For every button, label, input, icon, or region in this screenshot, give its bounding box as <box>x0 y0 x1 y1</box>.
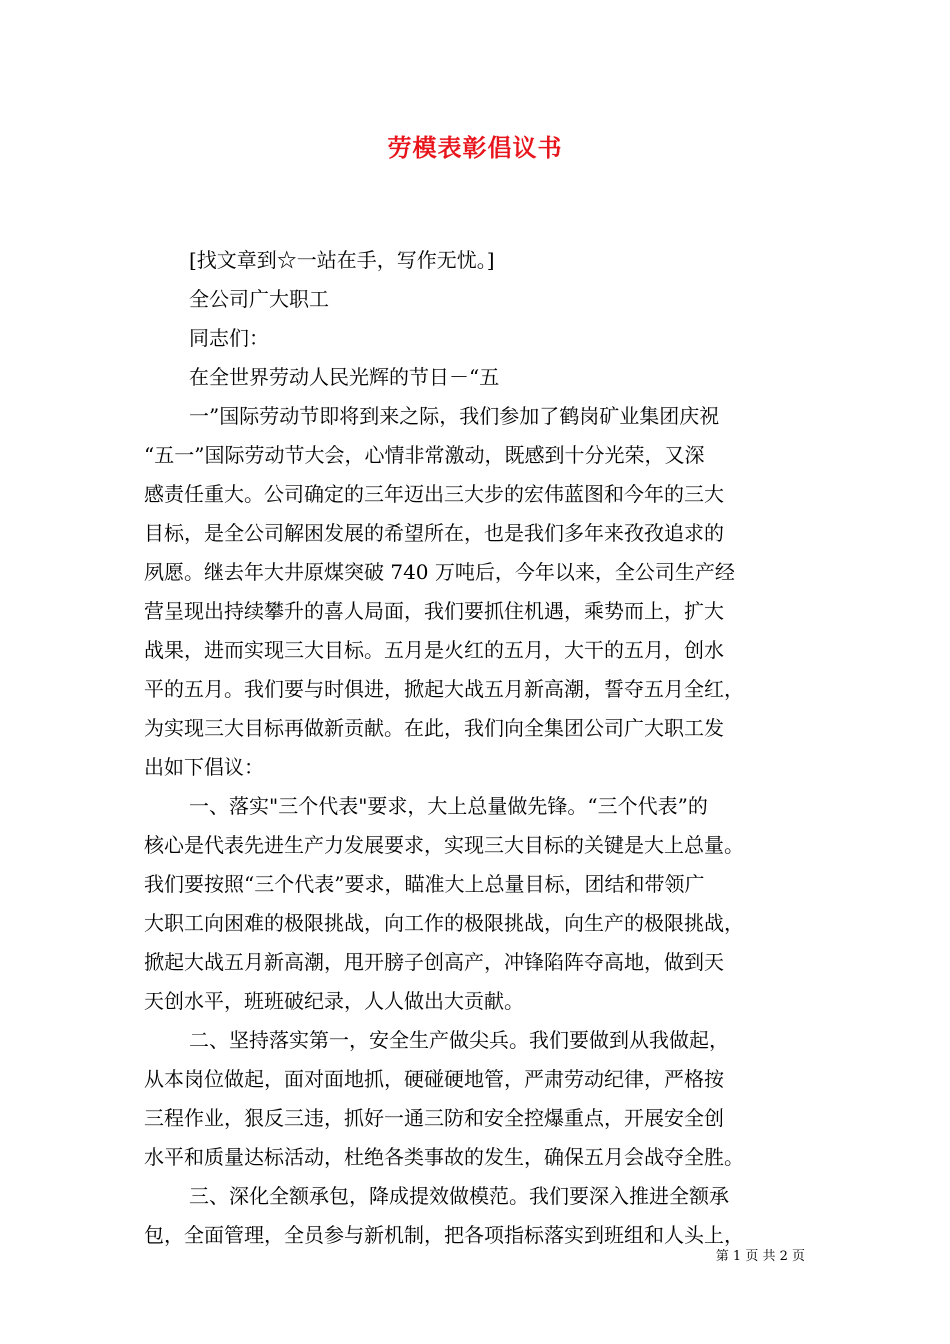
text-line: 感责任重大。公司确定的三年迈出三大步的宏伟蓝图和今年的三大 <box>144 482 724 506</box>
text-line: 夙愿。继去年大井原煤突破 740 万吨后，今年以来，全公司生产经 <box>144 560 735 584</box>
text-line: 战果，进而实现三大目标。五月是火红的五月，大干的五月，创水 <box>144 638 724 662</box>
text-line: 天创水平，班班破纪录，人人做出大贡献。 <box>144 989 524 1013</box>
text-line: 出如下倡议： <box>144 755 264 779</box>
text-line: 平的五月。我们要与时俱进，掀起大战五月新高潮，誓夺五月全红， <box>144 677 744 701</box>
text-line: 二、坚持落实第一，安全生产做尖兵。我们要做到从我做起， <box>189 1028 729 1052</box>
text-line: 掀起大战五月新高潮，甩开膀子创高产，冲锋陷阵夺高地，做到天 <box>144 950 724 974</box>
text-line: 为实现三大目标再做新贡献。在此，我们向全集团公司广大职工发 <box>144 716 724 740</box>
document-body <box>144 241 808 1255</box>
text-line: 大职工向困难的极限挑战，向工作的极限挑战，向生产的极限挑战， <box>144 911 744 935</box>
text-line: 同志们： <box>189 326 269 350</box>
text-line: 水平和质量达标活动，杜绝各类事故的发生，确保五月会战夺全胜。 <box>144 1145 744 1169</box>
text-line: 营呈现出持续攀升的喜人局面，我们要抓住机遇，乘势而上，扩大 <box>144 599 724 623</box>
text-line: 包，全面管理，全员参与新机制，把各项指标落实到班组和人头上， <box>144 1223 744 1247</box>
text-line: 目标，是全公司解困发展的希望所在，也是我们多年来孜孜追求的 <box>144 521 724 545</box>
text-line: “五一”国际劳动节大会，心情非常激动，既感到十分光荣，又深 <box>144 443 705 467</box>
text-line: 在全世界劳动人民光辉的节日－“五 <box>189 365 500 389</box>
text-line: 我们要按照“三个代表”要求，瞄准大上总量目标，团结和带领广 <box>144 872 705 896</box>
text-line: 一、落实"三个代表"要求，大上总量做先锋。“三个代表”的 <box>189 794 708 818</box>
text-line: 从本岗位做起，面对面地抓，硬碰硬地管，严肃劳动纪律，严格按 <box>144 1067 724 1091</box>
page-title: 劳模表彰倡议书 <box>387 133 563 162</box>
text-line: 三程作业，狠反三违，抓好一通三防和安全控爆重点，开展安全创 <box>144 1106 724 1130</box>
text-line: [找文章到☆一站在手，写作无忧。] <box>189 248 495 272</box>
text-line: 核心是代表先进生产力发展要求，实现三大目标的关键是大上总量。 <box>144 833 744 857</box>
text-line: 一”国际劳动节即将到来之际，我们参加了鹤岗矿业集团庆祝 <box>189 404 720 428</box>
page-footer: 第 1 页 共 2 页 <box>715 1249 805 1264</box>
text-line: 全公司广大职工 <box>189 287 329 311</box>
text-line: 三、深化全额承包，降成提效做模范。我们要深入推进全额承 <box>189 1184 729 1208</box>
